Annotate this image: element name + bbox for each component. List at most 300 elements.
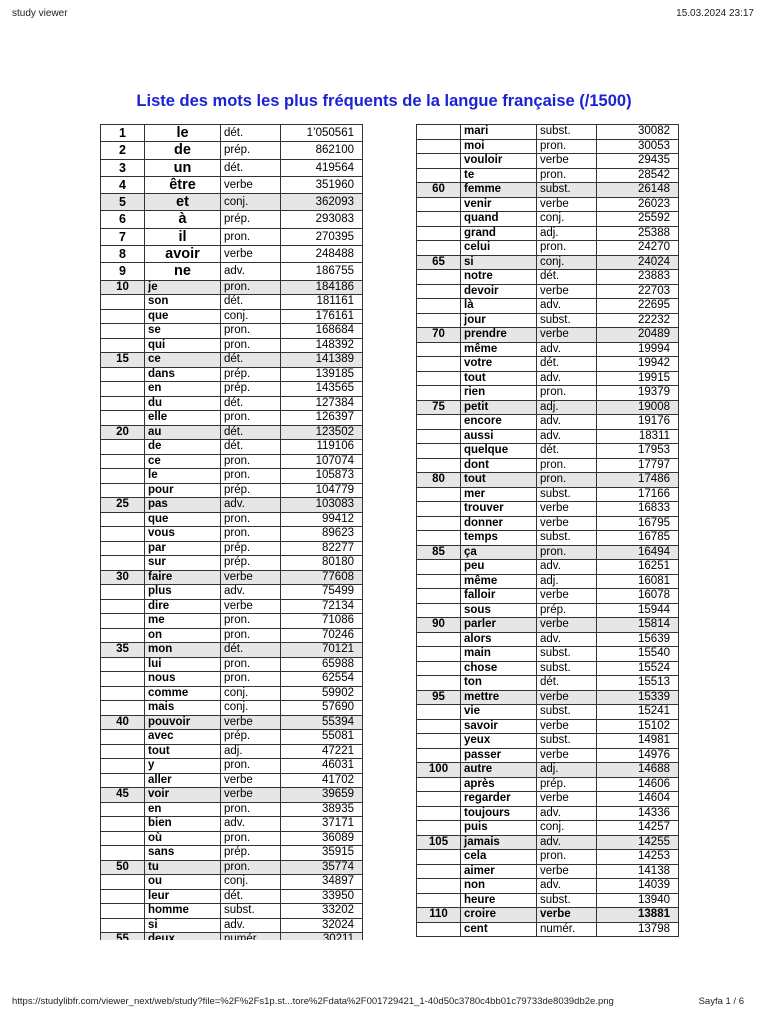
word-cell: rien bbox=[461, 386, 537, 401]
rank-cell bbox=[417, 444, 461, 459]
category-cell: dét. bbox=[221, 295, 281, 310]
word-cell: temps bbox=[461, 531, 537, 546]
table-row bbox=[417, 589, 679, 604]
table-row bbox=[417, 690, 679, 705]
word-cell: voir bbox=[145, 788, 221, 803]
table-row bbox=[417, 400, 679, 415]
rank-cell bbox=[417, 212, 461, 227]
category-cell: conj. bbox=[537, 255, 597, 270]
table-row bbox=[101, 788, 363, 803]
frequency-cell: 351960 bbox=[281, 176, 363, 193]
category-cell: verbe bbox=[221, 246, 281, 263]
table-row bbox=[417, 806, 679, 821]
rank-cell bbox=[417, 371, 461, 386]
table-row bbox=[101, 817, 363, 832]
word-cell: cela bbox=[461, 850, 537, 865]
frequency-cell: 30053 bbox=[597, 139, 679, 154]
page-indicator: Sayfa 1 / 6 bbox=[698, 996, 744, 1007]
rank-cell bbox=[101, 831, 145, 846]
word-cell: petit bbox=[461, 400, 537, 415]
frequency-cell: 123502 bbox=[281, 425, 363, 440]
category-cell: prép. bbox=[221, 846, 281, 861]
frequency-cell: 19008 bbox=[597, 400, 679, 415]
category-cell: verbe bbox=[537, 516, 597, 531]
rank-cell: 35 bbox=[101, 643, 145, 658]
table-row bbox=[101, 599, 363, 614]
table-row bbox=[417, 183, 679, 198]
category-cell: adv. bbox=[537, 632, 597, 647]
table-row bbox=[417, 502, 679, 517]
rank-cell bbox=[417, 458, 461, 473]
word-cell: vie bbox=[461, 705, 537, 720]
rank-cell: 15 bbox=[101, 353, 145, 368]
table-row bbox=[101, 263, 363, 280]
frequency-cell: 19176 bbox=[597, 415, 679, 430]
frequency-cell: 17166 bbox=[597, 487, 679, 502]
frequency-cell: 15814 bbox=[597, 618, 679, 633]
table-row bbox=[417, 139, 679, 154]
category-cell: pron. bbox=[221, 324, 281, 339]
rank-cell: 105 bbox=[417, 835, 461, 850]
frequency-cell: 26023 bbox=[597, 197, 679, 212]
category-cell: subst. bbox=[537, 183, 597, 198]
rank-cell bbox=[417, 647, 461, 662]
table-row bbox=[417, 429, 679, 444]
word-cell: du bbox=[145, 396, 221, 411]
table-row bbox=[101, 744, 363, 759]
word-cell: pour bbox=[145, 483, 221, 498]
table-row bbox=[101, 159, 363, 176]
rank-cell bbox=[417, 313, 461, 328]
table-row bbox=[101, 176, 363, 193]
frequency-cell: 62554 bbox=[281, 672, 363, 687]
rank-cell bbox=[101, 295, 145, 310]
category-cell: pron. bbox=[537, 386, 597, 401]
rank-cell: 85 bbox=[417, 545, 461, 560]
word-cell: jour bbox=[461, 313, 537, 328]
frequency-cell: 14976 bbox=[597, 748, 679, 763]
word-cell: venir bbox=[461, 197, 537, 212]
table-row bbox=[101, 411, 363, 426]
category-cell: subst. bbox=[537, 313, 597, 328]
rank-cell bbox=[101, 585, 145, 600]
rank-cell: 95 bbox=[417, 690, 461, 705]
category-cell: pron. bbox=[537, 850, 597, 865]
category-cell: verbe bbox=[221, 599, 281, 614]
table-row bbox=[417, 328, 679, 343]
rank-cell bbox=[417, 197, 461, 212]
category-cell: prép. bbox=[221, 730, 281, 745]
frequency-cell: 17486 bbox=[597, 473, 679, 488]
word-cell: bien bbox=[145, 817, 221, 832]
word-cell: comme bbox=[145, 686, 221, 701]
table-row bbox=[417, 473, 679, 488]
word-cell: leur bbox=[145, 889, 221, 904]
rank-cell bbox=[101, 324, 145, 339]
table-row bbox=[101, 570, 363, 585]
rank-cell: 9 bbox=[101, 263, 145, 280]
rank-cell: 2 bbox=[101, 142, 145, 159]
rank-cell: 25 bbox=[101, 498, 145, 513]
word-cell: main bbox=[461, 647, 537, 662]
rank-cell: 60 bbox=[417, 183, 461, 198]
table-row bbox=[101, 860, 363, 875]
frequency-cell: 168684 bbox=[281, 324, 363, 339]
frequency-cell: 24270 bbox=[597, 241, 679, 256]
page-bottom-edge bbox=[0, 940, 768, 970]
frequency-cell: 119106 bbox=[281, 440, 363, 455]
table-row bbox=[417, 516, 679, 531]
frequency-cell: 16494 bbox=[597, 545, 679, 560]
category-cell: adv. bbox=[221, 918, 281, 933]
category-cell: adv. bbox=[537, 835, 597, 850]
rank-cell: 3 bbox=[101, 159, 145, 176]
word-cell: ne bbox=[145, 263, 221, 280]
table-row bbox=[417, 197, 679, 212]
word-cell: même bbox=[461, 342, 537, 357]
rank-cell bbox=[417, 342, 461, 357]
rank-cell bbox=[417, 487, 461, 502]
word-cell: grand bbox=[461, 226, 537, 241]
rank-cell bbox=[417, 850, 461, 865]
table-row bbox=[417, 386, 679, 401]
table-row bbox=[417, 835, 679, 850]
category-cell: verbe bbox=[537, 589, 597, 604]
frequency-cell: 126397 bbox=[281, 411, 363, 426]
rank-cell bbox=[417, 560, 461, 575]
category-cell: subst. bbox=[537, 531, 597, 546]
category-cell: verbe bbox=[537, 719, 597, 734]
table-row bbox=[417, 371, 679, 386]
word-cell: trouver bbox=[461, 502, 537, 517]
rank-cell bbox=[417, 241, 461, 256]
table-row bbox=[101, 686, 363, 701]
rank-cell: 65 bbox=[417, 255, 461, 270]
word-cell: ça bbox=[461, 545, 537, 560]
rank-cell: 4 bbox=[101, 176, 145, 193]
rank-cell bbox=[417, 299, 461, 314]
category-cell: subst. bbox=[537, 734, 597, 749]
category-cell: pron. bbox=[537, 241, 597, 256]
category-cell: adv. bbox=[221, 585, 281, 600]
category-cell: conj. bbox=[221, 686, 281, 701]
word-cell: vouloir bbox=[461, 154, 537, 169]
frequency-cell: 46031 bbox=[281, 759, 363, 774]
frequency-cell: 28542 bbox=[597, 168, 679, 183]
category-cell: adj. bbox=[537, 226, 597, 241]
category-cell: verbe bbox=[537, 284, 597, 299]
frequency-cell: 33950 bbox=[281, 889, 363, 904]
category-cell: pron. bbox=[221, 860, 281, 875]
word-cell: toujours bbox=[461, 806, 537, 821]
category-cell: adj. bbox=[537, 574, 597, 589]
table-row bbox=[417, 603, 679, 618]
table-row bbox=[417, 719, 679, 734]
rank-cell bbox=[417, 502, 461, 517]
frequency-cell: 32024 bbox=[281, 918, 363, 933]
frequency-cell: 15339 bbox=[597, 690, 679, 705]
table-row bbox=[101, 541, 363, 556]
rank-cell: 20 bbox=[101, 425, 145, 440]
table-row bbox=[101, 367, 363, 382]
word-cell: si bbox=[145, 918, 221, 933]
word-cell: mais bbox=[145, 701, 221, 716]
category-cell: pron. bbox=[221, 759, 281, 774]
word-cell: autre bbox=[461, 763, 537, 778]
rank-cell bbox=[101, 454, 145, 469]
frequency-cell: 19994 bbox=[597, 342, 679, 357]
frequency-cell: 15241 bbox=[597, 705, 679, 720]
category-cell: prép. bbox=[537, 777, 597, 792]
rank-cell bbox=[417, 531, 461, 546]
table-row bbox=[101, 246, 363, 263]
frequency-cell: 29435 bbox=[597, 154, 679, 169]
rank-cell bbox=[417, 864, 461, 879]
rank-cell bbox=[101, 904, 145, 919]
category-cell: dét. bbox=[221, 643, 281, 658]
rank-cell bbox=[417, 893, 461, 908]
category-cell: subst. bbox=[537, 125, 597, 140]
word-cell: puis bbox=[461, 821, 537, 836]
word-cell: mettre bbox=[461, 690, 537, 705]
frequency-cell: 127384 bbox=[281, 396, 363, 411]
word-cell: que bbox=[145, 309, 221, 324]
frequency-cell: 22232 bbox=[597, 313, 679, 328]
rank-cell bbox=[101, 440, 145, 455]
rank-cell: 45 bbox=[101, 788, 145, 803]
word-cell: celui bbox=[461, 241, 537, 256]
table-row bbox=[417, 168, 679, 183]
frequency-cell: 184186 bbox=[281, 280, 363, 295]
rank-cell: 5 bbox=[101, 194, 145, 211]
category-cell: pron. bbox=[537, 545, 597, 560]
rank-cell: 75 bbox=[417, 400, 461, 415]
rank-cell bbox=[417, 632, 461, 647]
word-table-left bbox=[100, 124, 363, 948]
rank-cell bbox=[417, 821, 461, 836]
rank-cell: 30 bbox=[101, 570, 145, 585]
category-cell: prép. bbox=[221, 556, 281, 571]
rank-cell bbox=[417, 922, 461, 937]
category-cell: verbe bbox=[537, 690, 597, 705]
word-cell: donner bbox=[461, 516, 537, 531]
rank-cell bbox=[101, 411, 145, 426]
table-row bbox=[101, 454, 363, 469]
frequency-cell: 15513 bbox=[597, 676, 679, 691]
frequency-cell: 16251 bbox=[597, 560, 679, 575]
word-cell: aimer bbox=[461, 864, 537, 879]
rank-cell bbox=[417, 777, 461, 792]
category-cell: verbe bbox=[537, 502, 597, 517]
table-row bbox=[417, 299, 679, 314]
table-row bbox=[417, 531, 679, 546]
category-cell: verbe bbox=[221, 715, 281, 730]
table-row bbox=[417, 763, 679, 778]
table-row bbox=[417, 734, 679, 749]
table-row bbox=[417, 632, 679, 647]
frequency-cell: 105873 bbox=[281, 469, 363, 484]
category-cell: dét. bbox=[221, 889, 281, 904]
frequency-cell: 15102 bbox=[597, 719, 679, 734]
frequency-cell: 103083 bbox=[281, 498, 363, 513]
frequency-cell: 141389 bbox=[281, 353, 363, 368]
rank-cell: 7 bbox=[101, 228, 145, 245]
frequency-cell: 16078 bbox=[597, 589, 679, 604]
rank-cell bbox=[101, 396, 145, 411]
table-row bbox=[101, 643, 363, 658]
category-cell: pron. bbox=[221, 802, 281, 817]
category-cell: conj. bbox=[537, 821, 597, 836]
table-row bbox=[101, 396, 363, 411]
category-cell: adv. bbox=[537, 806, 597, 821]
rank-cell bbox=[417, 705, 461, 720]
frequency-cell: 19915 bbox=[597, 371, 679, 386]
word-cell: plus bbox=[145, 585, 221, 600]
frequency-cell: 19942 bbox=[597, 357, 679, 372]
frequency-cell: 186755 bbox=[281, 263, 363, 280]
category-cell: verbe bbox=[537, 864, 597, 879]
table-row bbox=[417, 415, 679, 430]
frequency-cell: 38935 bbox=[281, 802, 363, 817]
category-cell: prép. bbox=[537, 603, 597, 618]
frequency-cell: 25388 bbox=[597, 226, 679, 241]
word-cell: être bbox=[145, 176, 221, 193]
word-cell: peu bbox=[461, 560, 537, 575]
word-table-right bbox=[416, 124, 679, 937]
rank-cell bbox=[101, 541, 145, 556]
word-cell: il bbox=[145, 228, 221, 245]
table-row bbox=[417, 458, 679, 473]
word-cell: dans bbox=[145, 367, 221, 382]
category-cell: pron. bbox=[221, 454, 281, 469]
category-cell: pron. bbox=[221, 512, 281, 527]
table-row bbox=[417, 864, 679, 879]
rank-cell bbox=[101, 846, 145, 861]
table-row bbox=[417, 748, 679, 763]
frequency-cell: 148392 bbox=[281, 338, 363, 353]
table-row bbox=[101, 846, 363, 861]
word-cell: yeux bbox=[461, 734, 537, 749]
frequency-cell: 34897 bbox=[281, 875, 363, 890]
rank-cell bbox=[101, 512, 145, 527]
rank-cell bbox=[101, 628, 145, 643]
frequency-cell: 23883 bbox=[597, 270, 679, 285]
category-cell: dét. bbox=[221, 125, 281, 142]
rank-cell bbox=[101, 744, 145, 759]
category-cell: subst. bbox=[537, 647, 597, 662]
word-cell: avec bbox=[145, 730, 221, 745]
rank-cell bbox=[101, 483, 145, 498]
frequency-cell: 16833 bbox=[597, 502, 679, 517]
word-cell: en bbox=[145, 802, 221, 817]
rank-cell bbox=[101, 367, 145, 382]
frequency-cell: 20489 bbox=[597, 328, 679, 343]
rank-cell bbox=[417, 748, 461, 763]
word-cell: mer bbox=[461, 487, 537, 502]
frequency-cell: 22703 bbox=[597, 284, 679, 299]
category-cell: dét. bbox=[537, 444, 597, 459]
frequency-cell: 82277 bbox=[281, 541, 363, 556]
table-row bbox=[101, 295, 363, 310]
frequency-cell: 24024 bbox=[597, 255, 679, 270]
word-cell: savoir bbox=[461, 719, 537, 734]
rank-cell: 80 bbox=[417, 473, 461, 488]
word-cell: le bbox=[145, 125, 221, 142]
table-row bbox=[101, 831, 363, 846]
table-row bbox=[417, 357, 679, 372]
word-cell: prendre bbox=[461, 328, 537, 343]
frequency-cell: 57690 bbox=[281, 701, 363, 716]
category-cell: prép. bbox=[221, 382, 281, 397]
frequency-cell: 65988 bbox=[281, 657, 363, 672]
frequency-cell: 107074 bbox=[281, 454, 363, 469]
category-cell: verbe bbox=[537, 908, 597, 923]
word-cell: faire bbox=[145, 570, 221, 585]
table-row bbox=[101, 773, 363, 788]
category-cell: prép. bbox=[221, 142, 281, 159]
rank-cell bbox=[417, 139, 461, 154]
word-cell: tout bbox=[145, 744, 221, 759]
rank-cell bbox=[101, 527, 145, 542]
category-cell: pron. bbox=[221, 831, 281, 846]
frequency-cell: 1’050561 bbox=[281, 125, 363, 142]
table-row bbox=[101, 469, 363, 484]
table-row bbox=[101, 889, 363, 904]
word-cell: à bbox=[145, 211, 221, 228]
category-cell: dét. bbox=[537, 676, 597, 691]
frequency-cell: 15639 bbox=[597, 632, 679, 647]
word-cell: on bbox=[145, 628, 221, 643]
table-row bbox=[101, 353, 363, 368]
table-row bbox=[417, 255, 679, 270]
category-cell: adj. bbox=[221, 744, 281, 759]
frequency-cell: 176161 bbox=[281, 309, 363, 324]
table-row bbox=[417, 676, 679, 691]
frequency-cell: 270395 bbox=[281, 228, 363, 245]
rank-cell: 6 bbox=[101, 211, 145, 228]
table-row bbox=[101, 228, 363, 245]
frequency-cell: 70246 bbox=[281, 628, 363, 643]
rank-cell bbox=[417, 226, 461, 241]
rank-cell bbox=[417, 792, 461, 807]
word-cell: votre bbox=[461, 357, 537, 372]
category-cell: prép. bbox=[221, 211, 281, 228]
category-cell: verbe bbox=[537, 618, 597, 633]
rank-cell: 90 bbox=[417, 618, 461, 633]
word-cell: notre bbox=[461, 270, 537, 285]
word-cell: y bbox=[145, 759, 221, 774]
word-cell: que bbox=[145, 512, 221, 527]
table-row bbox=[417, 922, 679, 937]
rank-cell bbox=[417, 125, 461, 140]
table-row bbox=[101, 875, 363, 890]
rank-cell bbox=[101, 773, 145, 788]
frequency-cell: 33202 bbox=[281, 904, 363, 919]
word-cell: même bbox=[461, 574, 537, 589]
table-row bbox=[417, 879, 679, 894]
frequency-cell: 14981 bbox=[597, 734, 679, 749]
word-cell: chose bbox=[461, 661, 537, 676]
category-cell: adv. bbox=[537, 342, 597, 357]
rank-cell bbox=[417, 154, 461, 169]
frequency-cell: 18311 bbox=[597, 429, 679, 444]
table-row bbox=[101, 672, 363, 687]
word-cell: je bbox=[145, 280, 221, 295]
table-row bbox=[417, 212, 679, 227]
table-row bbox=[417, 270, 679, 285]
category-cell: dét. bbox=[221, 440, 281, 455]
word-cell: et bbox=[145, 194, 221, 211]
